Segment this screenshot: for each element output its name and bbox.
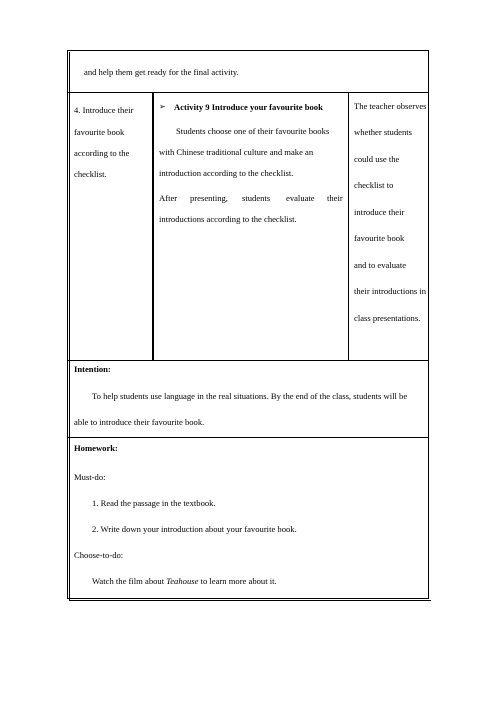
intention-line: To help students use language in the real situations. By the end of the class, students will be <box>92 391 408 401</box>
paragraph1-line: with Chinese traditional culture and make an <box>159 147 314 157</box>
paragraph2-word: presenting, <box>190 193 228 203</box>
assessment-line: their introductions in <box>354 286 427 296</box>
row-divider-3 <box>67 437 429 438</box>
column-divider-2 <box>348 92 349 360</box>
step-line: according to the <box>74 148 130 158</box>
assessment-line: introduce their <box>354 207 405 217</box>
row-divider-2 <box>67 360 429 361</box>
arrow-bullet-icon: ➢ <box>159 102 166 111</box>
must-do-item: 2. Write down your introduction about your favourite book. <box>92 524 297 534</box>
must-do-label: Must-do: <box>74 472 106 482</box>
paragraph2-word: After <box>159 193 178 203</box>
assessment-line: The teacher observes <box>354 101 427 111</box>
assessment-line: class presentations. <box>354 313 421 323</box>
step-line: favourite book <box>74 127 125 137</box>
top-row-text: and help them get ready for the final activity. <box>84 67 239 77</box>
paragraph2-word: evaluate <box>286 193 315 203</box>
homework-heading: Homework: <box>74 443 118 453</box>
assessment-line: checklist to <box>354 180 394 190</box>
step-line: 4. Introduce their <box>74 105 134 115</box>
choose-to-do-label: Choose-to-do: <box>74 550 124 560</box>
intention-heading: Intention: <box>74 364 111 374</box>
paragraph2-word: students <box>242 193 271 203</box>
choose-to-do-text <box>92 576 277 587</box>
row-divider-1 <box>67 92 429 93</box>
assessment-line: favourite book <box>354 233 405 243</box>
paragraph2-line: introductions according to the checklist. <box>159 214 297 224</box>
step-line: checklist. <box>74 169 107 179</box>
choose-text-before: Watch the film about <box>92 576 167 586</box>
must-do-item: 1. Read the passage in the textbook. <box>92 498 216 508</box>
paragraph1-line: introduction according to the checklist. <box>159 168 294 178</box>
intention-line: able to introduce their favourite book. <box>74 417 205 427</box>
choose-text-after: to learn more about it. <box>198 576 277 586</box>
column-divider-3 <box>152 92 153 360</box>
activity-title: Activity 9 Introduce your favourite book <box>174 102 323 112</box>
assessment-line: could use the <box>354 154 400 164</box>
assessment-line: and to evaluate <box>354 260 407 270</box>
assessment-line: whether students <box>354 127 412 137</box>
column-divider-1 <box>153 92 154 360</box>
paragraph1-line: Students choose one of their favourite books <box>176 126 330 136</box>
paragraph2-word: their <box>327 193 343 203</box>
film-title: Teahouse <box>166 576 199 586</box>
